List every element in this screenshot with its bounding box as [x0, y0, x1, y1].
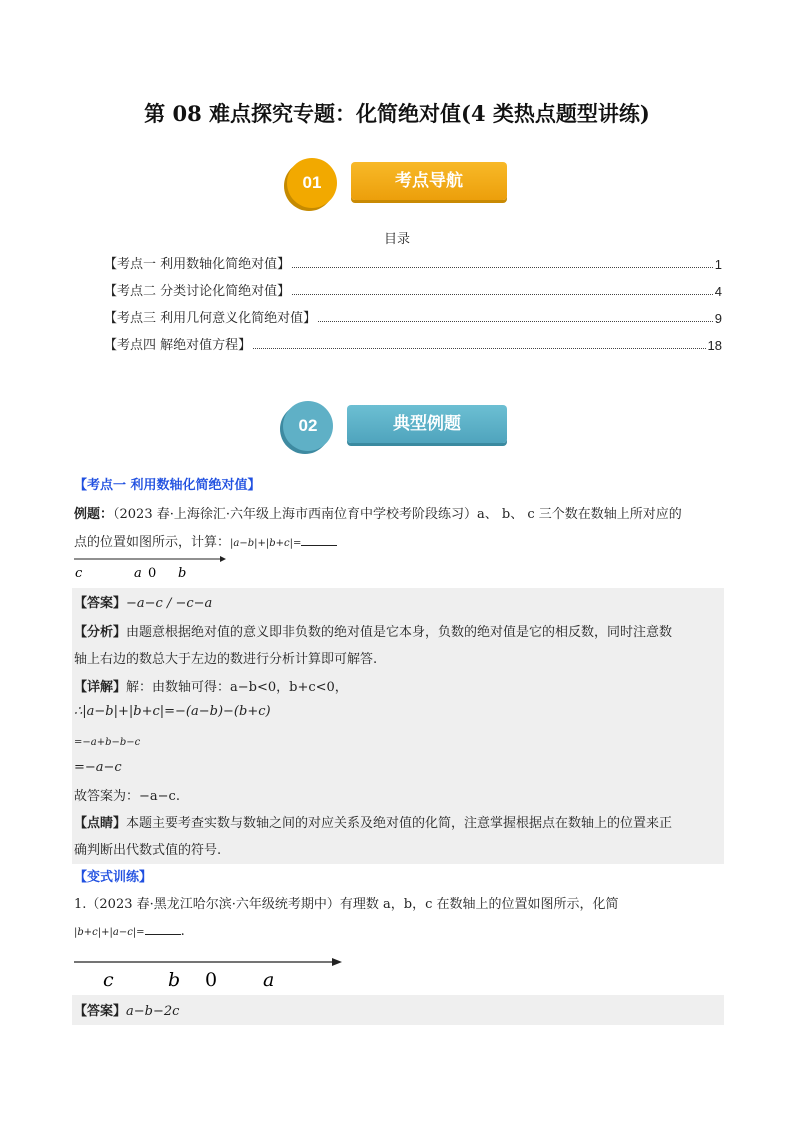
variant-heading: 【变式训练】	[74, 870, 153, 885]
toc-leader	[253, 348, 705, 349]
example-line-1	[74, 503, 682, 522]
badge-label: 典型例题	[347, 405, 507, 443]
toc-item-page: 18	[707, 338, 722, 353]
toc-item-page: 9	[714, 311, 722, 326]
section-badge-02	[283, 401, 509, 453]
section-badge-01	[287, 158, 509, 210]
answer-label: 【答案】	[74, 596, 127, 611]
page-title: 第 08 难点探究专题：化简绝对值(4 类热点题型讲练)	[144, 101, 650, 126]
variant-question-line-1: 1.（2023 春·黑龙江哈尔滨·六年级统考期中）有理数 a，b，c 在数轴上的位置如图所示，化简	[74, 897, 619, 912]
numline2-label-c: c	[103, 969, 114, 991]
toc-heading: 目录	[383, 232, 410, 247]
comment-line-2: 确判断出代数式值的符号.	[74, 843, 222, 858]
toc-item-page: 1	[714, 257, 722, 272]
variant-question-line-2: |b+c|+|a−c|= .	[74, 924, 185, 939]
detail-label: 【详解】	[74, 680, 127, 695]
toc-item-4[interactable]	[104, 335, 722, 353]
answer-text: −a−c / −c−a	[126, 596, 213, 611]
section-heading: 【考点一 利用数轴化简绝对值】	[74, 478, 261, 493]
comment-line-1	[74, 812, 672, 831]
badge-number: 01	[287, 158, 337, 208]
analysis-label: 【分析】	[74, 625, 127, 640]
number-line-2	[72, 952, 352, 992]
detail-line-2: ∴|a−b|+|b+c|=−(a−b)−(b+c)	[74, 704, 271, 719]
comment-text: 本题主要考查实数与数轴之间的对应关系及绝对值的化简，注意掌握根据点在数轴上的位置来正	[126, 816, 673, 831]
detail-line-5: 故答案为：−a−c.	[74, 789, 180, 804]
number-line-1	[72, 553, 232, 583]
answer-line	[74, 592, 212, 611]
numline1-label-0: 0	[148, 566, 157, 581]
toc-item-2[interactable]	[104, 281, 722, 299]
variant-answer-line	[74, 1000, 179, 1019]
toc-item-label: 【考点四 解绝对值方程】	[104, 338, 252, 353]
analysis-line-2: 轴上右边的数总大于左边的数进行分析计算即可解答.	[74, 652, 378, 667]
analysis-text: 由题意根据绝对值的意义即非负数的绝对值是它本身，负数的绝对值是它的相反数，同时注意数	[126, 625, 673, 640]
analysis-line-1	[74, 621, 672, 640]
detail-line-1	[74, 676, 348, 695]
variant-answer-blank	[145, 922, 181, 935]
comment-label: 【点睛】	[74, 816, 127, 831]
variant-expression: |b+c|+|a−c|=	[74, 927, 145, 938]
variant-answer-label: 【答案】	[74, 1004, 127, 1019]
toc-item-page: 4	[714, 284, 722, 299]
toc-leader	[292, 267, 713, 268]
toc-item-1[interactable]	[104, 254, 722, 272]
badge-number: 02	[283, 401, 333, 451]
example-line-2	[74, 531, 337, 550]
detail-text: 解：由数轴可得：a−b<0，b+c<0，	[126, 680, 348, 695]
numline2-label-b: b	[168, 969, 181, 991]
variant-answer-text: a−b−2c	[126, 1004, 180, 1019]
numline1-label-b: b	[178, 566, 187, 581]
numline2-label-0: 0	[205, 969, 218, 991]
toc-item-label: 【考点三 利用几何意义化简绝对值】	[104, 311, 317, 326]
answer-blank	[301, 533, 337, 546]
numline1-label-a: a	[134, 566, 142, 581]
toc-leader	[292, 294, 713, 295]
toc-item-3[interactable]	[104, 308, 722, 326]
badge-label: 考点导航	[351, 162, 507, 200]
example-prompt: 点的位置如图所示，计算：	[74, 535, 231, 550]
detail-line-4: =−a−c	[74, 760, 122, 775]
numline2-label-a: a	[263, 969, 275, 991]
example-text: （2023 春·上海徐汇·六年级上海市西南位育中学校考阶段练习）a、 b、 c 三个数在数轴上所对应的	[113, 507, 682, 522]
toc-item-label: 【考点二 分类讨论化简绝对值】	[104, 284, 291, 299]
detail-line-3: =−a+b−b−c	[74, 737, 141, 748]
toc-leader	[318, 321, 713, 322]
example-expression: |a−b|+|b+c|=	[230, 538, 302, 549]
example-label: 例题：	[74, 507, 114, 522]
toc-item-label: 【考点一 利用数轴化简绝对值】	[104, 257, 291, 272]
numline1-label-c: c	[75, 566, 83, 581]
